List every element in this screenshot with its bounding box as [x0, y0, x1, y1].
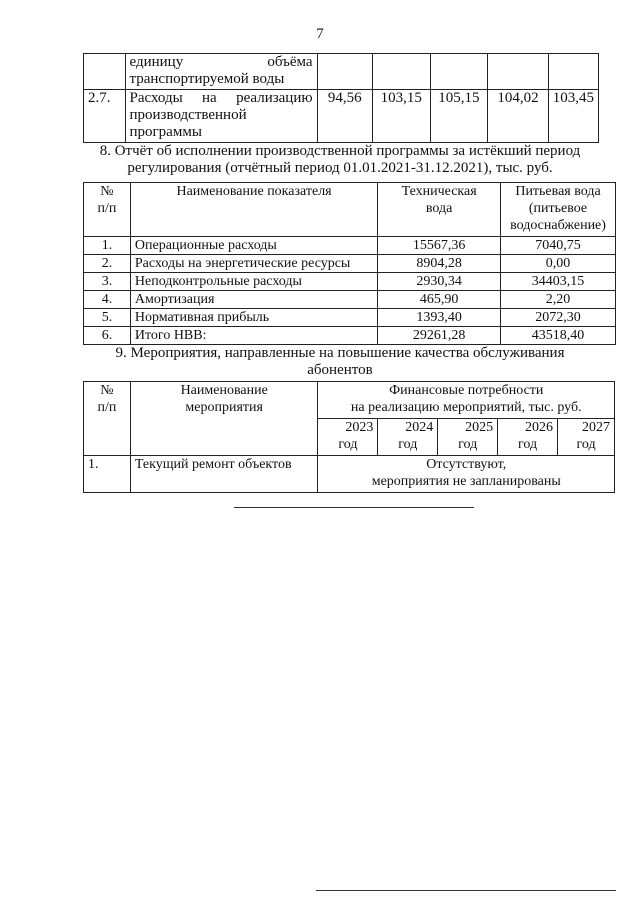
column-header-year: 2025 год — [438, 419, 498, 456]
column-header-name: Наименование показателя — [130, 183, 377, 237]
table-cell-drinking-water: 43518,40 — [501, 327, 616, 345]
table-cell-technical-water: 29261,28 — [378, 327, 501, 345]
column-header-year: 2027 год — [558, 419, 615, 456]
table-cell-name: Расходы на реализацию производственной программы — [125, 90, 317, 143]
table-row — [84, 237, 616, 255]
table-cell-technical-water: 1393,40 — [378, 309, 501, 327]
column-header-activity: Наименование мероприятия — [130, 382, 318, 456]
row-number: 2. — [84, 255, 131, 273]
activities-table — [83, 381, 615, 493]
table-cell-technical-water: 465,90 — [378, 291, 501, 309]
table-header-row — [84, 382, 615, 419]
table-row — [84, 456, 615, 493]
table-cell-drinking-water: 0,00 — [501, 255, 616, 273]
column-header-financial-needs: Финансовые потребности на реализацию мероприятий, тыс. руб. — [318, 382, 615, 419]
column-header-year: 2026 год — [498, 419, 558, 456]
table-cell-value: 103,15 — [372, 90, 430, 143]
table-cell-name: Амортизация — [130, 291, 377, 309]
table-cell-name: Итого НВВ: — [130, 327, 377, 345]
table-cell-value: 103,45 — [548, 90, 598, 143]
table-cell-name: единицу объёма транспортируемой воды — [125, 54, 317, 90]
page-number: 7 — [316, 26, 324, 42]
row-number: 6. — [84, 327, 131, 345]
section-8-heading: 8. Отчёт об исполнении производственной программы за истёкший период регулирования (отчётный период 01.01.2021-31.12.2021), тыс. руб. — [99, 143, 581, 176]
table-row — [84, 90, 599, 143]
table-cell-name: Текущий ремонт объектов — [130, 456, 318, 493]
table-cell-technical-water: 2930,34 — [378, 273, 501, 291]
table-cell-technical-water: 8904,28 — [378, 255, 501, 273]
footer-line — [316, 890, 616, 891]
table-row — [84, 327, 616, 345]
column-header-number: № п/п — [84, 382, 131, 456]
table-row — [84, 54, 599, 90]
row-number: 5. — [84, 309, 131, 327]
table-cell-drinking-water: 7040,75 — [501, 237, 616, 255]
table-row — [84, 255, 616, 273]
column-header-technical-water: Техническая вода — [378, 183, 501, 237]
row-number: 1. — [84, 237, 131, 255]
column-header-year: 2023 год — [318, 419, 378, 456]
divider-line — [234, 507, 474, 508]
table-cell-value: Отсутствуют, мероприятия не запланированы — [318, 456, 615, 493]
table-header-row — [84, 183, 616, 237]
table-row — [84, 309, 616, 327]
table-body — [84, 237, 616, 345]
table-cell-name: Расходы на энергетические ресурсы — [130, 255, 377, 273]
row-number: 2.7. — [84, 90, 126, 143]
table-cell-value: 94,56 — [317, 90, 372, 143]
column-header-drinking-water: Питьевая вода (питьевое водоснабжение) — [501, 183, 616, 237]
column-header-year: 2024 год — [378, 419, 438, 456]
table-cell-name: Операционные расходы — [130, 237, 377, 255]
column-header-number: № п/п — [84, 183, 131, 237]
program-costs-table — [83, 53, 599, 143]
table-cell-drinking-water: 2072,30 — [501, 309, 616, 327]
table-cell-name: Неподконтрольные расходы — [130, 273, 377, 291]
row-number: 1. — [84, 456, 131, 493]
table-row — [84, 291, 616, 309]
table-row — [84, 273, 616, 291]
table-cell-name: Нормативная прибыль — [130, 309, 377, 327]
table-cell-value: 104,02 — [488, 90, 548, 143]
row-number: 3. — [84, 273, 131, 291]
execution-report-table — [83, 182, 616, 345]
table-cell-drinking-water: 2,20 — [501, 291, 616, 309]
row-number: 4. — [84, 291, 131, 309]
table-cell-drinking-water: 34403,15 — [501, 273, 616, 291]
table-cell-technical-water: 15567,36 — [378, 237, 501, 255]
table-cell-value: 105,15 — [430, 90, 488, 143]
section-9-heading: 9. Мероприятия, направленные на повышение качества обслуживания абонентов — [115, 345, 565, 378]
